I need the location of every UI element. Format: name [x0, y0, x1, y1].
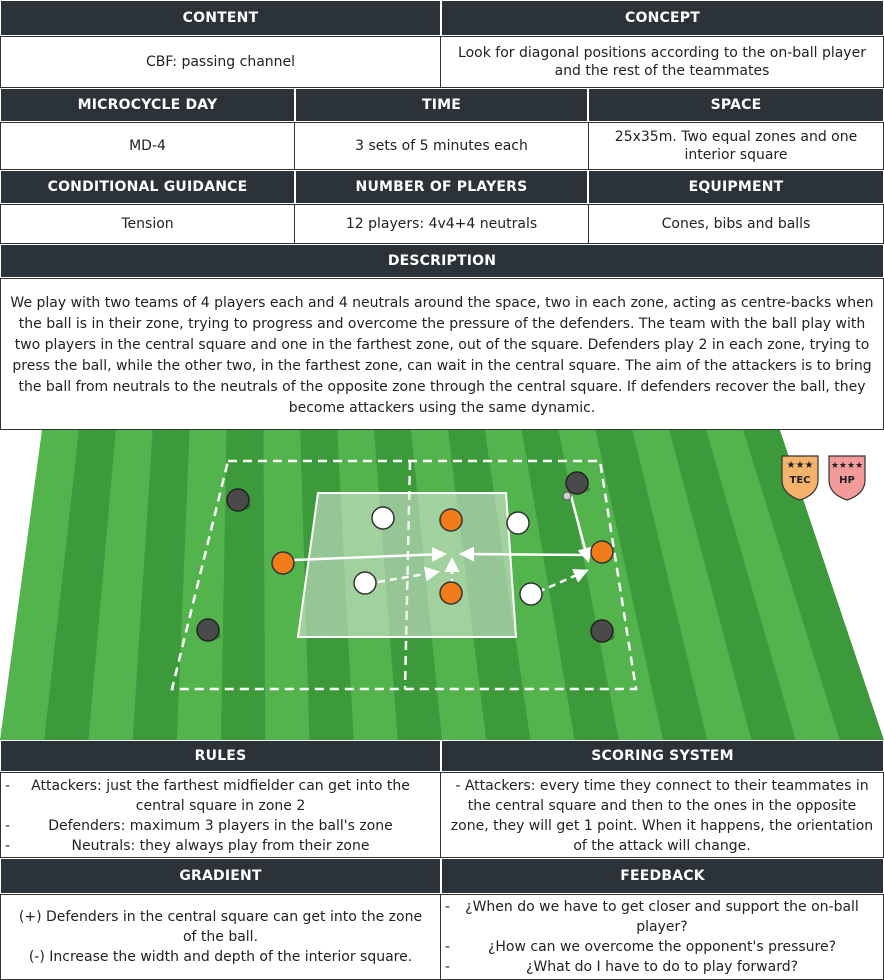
bullet-dash: -	[5, 778, 11, 794]
list-item	[1, 776, 440, 816]
defender-player	[354, 572, 376, 594]
description-header: DESCRIPTION	[0, 244, 884, 278]
defender-player	[372, 507, 394, 529]
equipment-header: EQUIPMENT	[588, 170, 884, 204]
number-of-players-value: 12 players: 4v4+4 neutrals	[294, 204, 589, 244]
concept-header: CONCEPT	[441, 0, 884, 36]
pass-arrow	[462, 554, 588, 555]
content-value: CBF: passing channel	[0, 36, 441, 88]
hp-badge	[829, 456, 865, 500]
list-item	[1, 907, 440, 947]
equipment-value: Cones, bibs and balls	[588, 204, 884, 244]
time-value: 3 sets of 5 minutes each	[294, 122, 589, 170]
tec-badge	[782, 456, 818, 500]
microcycle-day-header: MICROCYCLE DAY	[0, 88, 295, 122]
bullet-dash: -	[445, 959, 451, 975]
list-item	[441, 957, 883, 977]
gradient-header: GRADIENT	[0, 858, 441, 894]
space-value: 25x35m. Two equal zones and one interior square	[588, 122, 884, 170]
rules-list	[0, 772, 441, 858]
bullet-dash: -	[5, 838, 11, 854]
attacker-player	[440, 582, 462, 604]
defender-player	[520, 583, 542, 605]
list-item	[441, 897, 883, 937]
list-item-text: ¿When do we have to get closer and support the on-ball player?	[465, 899, 859, 935]
scoring-system-header: SCORING SYSTEM	[441, 740, 884, 772]
tec-stars: ★★★	[786, 460, 814, 471]
list-item	[1, 947, 440, 967]
hp-label: HP	[839, 475, 855, 486]
tec-label: TEC	[789, 475, 811, 486]
list-item-text: Attackers: just the farthest midfielder can get into the central square in zone 2	[31, 778, 410, 814]
microcycle-day-value: MD-4	[0, 122, 295, 170]
ball	[563, 492, 571, 500]
list-item-text: ¿How can we overcome the opponent's pressure?	[487, 939, 837, 955]
pitch-diagram	[0, 430, 884, 740]
rules-header: RULES	[0, 740, 441, 772]
content-header: CONTENT	[0, 0, 441, 36]
list-item	[1, 816, 440, 836]
attacker-player	[591, 541, 613, 563]
conditional-guidance-value: Tension	[0, 204, 295, 244]
feedback-header: FEEDBACK	[441, 858, 884, 894]
list-item-text: (-) Increase the width and depth of the interior square.	[28, 949, 413, 965]
attacker-player	[440, 509, 462, 531]
list-item-text: (+) Defenders in the central square can get into the zone of the ball.	[18, 909, 423, 945]
central-square	[298, 493, 516, 637]
feedback-list	[440, 894, 884, 980]
bullet-dash: -	[445, 939, 451, 955]
attacker-player	[272, 552, 294, 574]
conditional-guidance-header: CONDITIONAL GUIDANCE	[0, 170, 295, 204]
bullet-dash: -	[5, 818, 11, 834]
defender-player	[507, 512, 529, 534]
list-item-text: Defenders: maximum 3 players in the ball's zone	[48, 818, 393, 834]
bullet-dash: -	[445, 899, 451, 915]
hp-stars: ★★★★	[830, 461, 864, 471]
scoring-system-text: - Attackers: every time they connect to their teammates in the central square and then to the ones in the opposite zone, they will get 1 point. When it happens, the orientation of the attack will change.	[440, 772, 884, 858]
gradient-list	[0, 894, 441, 980]
list-item-text: Neutrals: they always play from their zone	[71, 838, 370, 854]
concept-value: Look for diagonal positions according to the on-ball player and the rest of the teammates	[440, 36, 884, 88]
description-text: We play with two teams of 4 players each and 4 neutrals around the space, two in each zone, acting as centre-backs when the ball is in their zone, trying to progress and overcome the pressure of the defenders. The team with the ball play with two players in the central square and one in the farthest zone, out of the square. Defenders play 2 in each zone, trying to press the ball, while the other two, in the farthest zone, can wait in the central square. The aim of the attackers is to bring the ball from neutrals to the neutrals of the opposite zone through the central square. If defenders recover the ball, they become attackers using the same dynamic.	[0, 278, 884, 430]
list-item-text: ¿What do I have to do to play forward?	[525, 959, 799, 975]
time-header: TIME	[295, 88, 588, 122]
list-item	[441, 937, 883, 957]
list-item	[1, 836, 440, 856]
number-of-players-header: NUMBER OF PLAYERS	[295, 170, 588, 204]
space-header: SPACE	[588, 88, 884, 122]
